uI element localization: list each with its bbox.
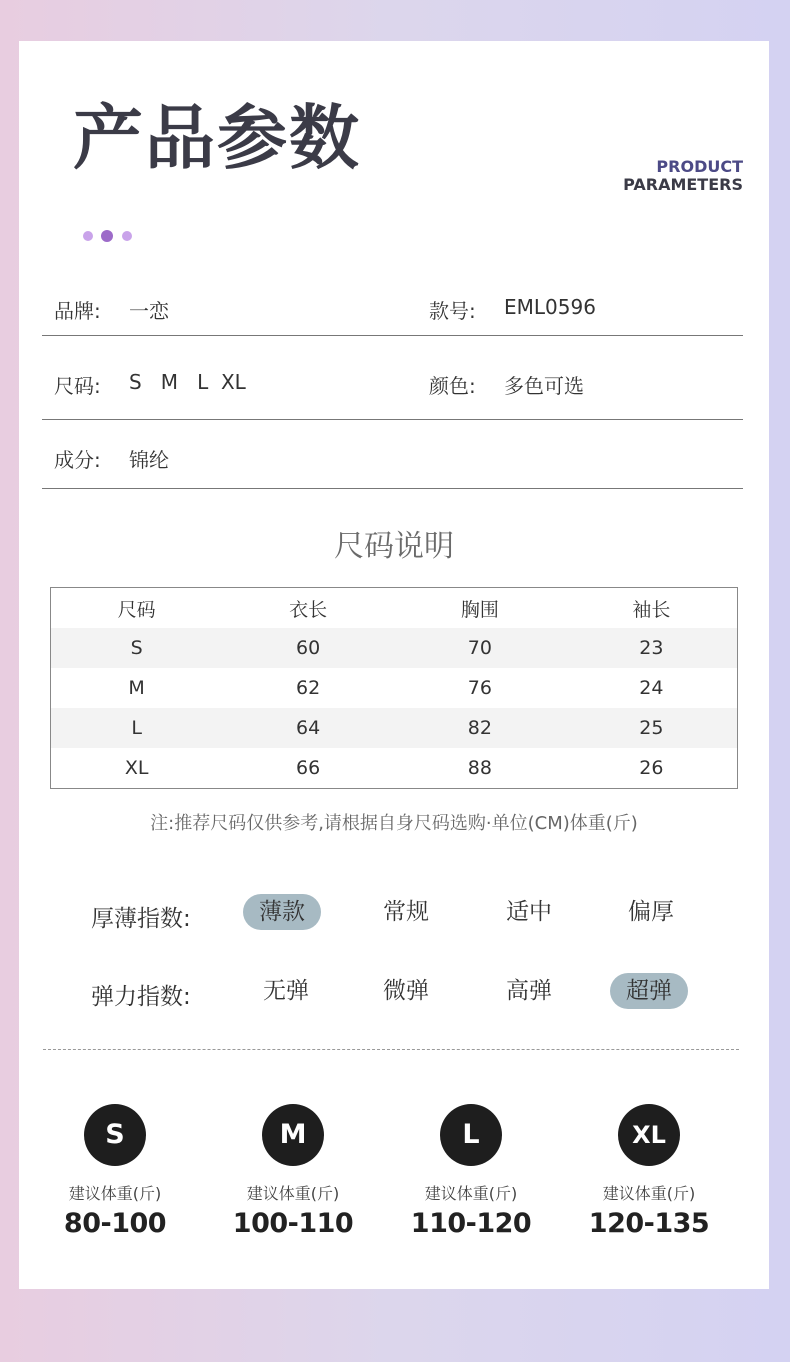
decor-dot-icon <box>122 231 132 241</box>
subtitle-product: PRODUCT <box>656 157 743 176</box>
size-note: 注:推荐尺码仅供参考,请根据自身尺码选购·单位(CM)体重(斤) <box>150 813 638 834</box>
material-label: 成分: <box>54 448 101 472</box>
weight-label: 建议体重(斤) <box>246 1184 340 1203</box>
elasticity-option-none: 无弹 <box>263 978 309 1004</box>
product-parameters-card <box>19 41 769 1289</box>
table-cell: 82 <box>394 708 566 748</box>
weight-range: 80-100 <box>63 1208 167 1239</box>
decor-dot-icon <box>83 231 93 241</box>
table-cell: 60 <box>222 628 394 668</box>
table-cell: L <box>51 708 223 748</box>
size-guide-title: 尺码说明 <box>334 529 454 564</box>
weight-range: 120-135 <box>588 1208 710 1239</box>
material-value: 锦纶 <box>129 448 169 472</box>
table-row <box>51 628 738 668</box>
subtitle-parameters: PARAMETERS <box>623 175 743 194</box>
table-row <box>51 708 738 748</box>
decor-dot-active-icon <box>101 230 113 242</box>
dashed-divider <box>43 1049 739 1050</box>
style-no-label: 款号: <box>429 299 476 323</box>
table-cell: 62 <box>296 677 321 699</box>
thickness-label: 厚薄指数: <box>91 906 191 932</box>
size-table <box>50 587 738 789</box>
info-row-size <box>42 335 743 420</box>
column-header: 尺码 <box>117 598 156 621</box>
table-row <box>51 668 738 708</box>
weight-range: 110-120 <box>410 1208 532 1239</box>
size-m-badge-icon: M <box>262 1104 324 1166</box>
table-cell: 24 <box>639 677 664 699</box>
info-row-material <box>42 419 743 489</box>
elasticity-option-high: 高弹 <box>506 978 552 1004</box>
brand-label: 品牌: <box>54 299 101 323</box>
size-value: S M L XL <box>129 370 246 394</box>
table-row <box>51 748 738 789</box>
table-header-row <box>51 588 738 629</box>
elasticity-option-super: 超弹 <box>610 973 688 1009</box>
thickness-option-medium: 适中 <box>506 899 552 925</box>
column-header: 衣长 <box>289 598 328 621</box>
info-row-brand <box>42 281 743 336</box>
table-cell: 70 <box>394 628 566 668</box>
table-cell: 88 <box>467 757 492 779</box>
style-no-value: EML0596 <box>504 295 596 319</box>
weight-label: 建议体重(斤) <box>602 1184 696 1203</box>
column-header: 袖长 <box>632 598 671 621</box>
size-l-badge-icon: L <box>440 1104 502 1166</box>
size-s-badge-icon: S <box>84 1104 146 1166</box>
table-cell: S <box>51 628 223 668</box>
page-title: 产品参数 <box>73 97 361 179</box>
weight-label: 建议体重(斤) <box>424 1184 518 1203</box>
table-cell: XL <box>124 757 149 779</box>
table-cell: 25 <box>566 708 738 748</box>
brand-value: 一恋 <box>129 299 169 323</box>
size-label: 尺码: <box>54 374 101 398</box>
color-label: 颜色: <box>429 374 476 398</box>
thickness-option-thin: 薄款 <box>243 894 321 930</box>
size-xl-badge-icon: XL <box>618 1104 680 1166</box>
elasticity-option-slight: 微弹 <box>383 978 429 1004</box>
table-cell: 76 <box>467 677 492 699</box>
elasticity-label: 弹力指数: <box>91 984 191 1010</box>
table-cell: M <box>128 677 145 699</box>
thickness-option-regular: 常规 <box>383 899 429 925</box>
color-value: 多色可选 <box>504 374 584 398</box>
weight-label: 建议体重(斤) <box>68 1184 162 1203</box>
thickness-option-thick: 偏厚 <box>628 899 674 925</box>
table-cell: 64 <box>222 708 394 748</box>
table-cell: 26 <box>639 757 664 779</box>
table-cell: 23 <box>566 628 738 668</box>
weight-range: 100-110 <box>232 1208 354 1239</box>
table-cell: 66 <box>296 757 321 779</box>
column-header: 胸围 <box>460 598 499 621</box>
